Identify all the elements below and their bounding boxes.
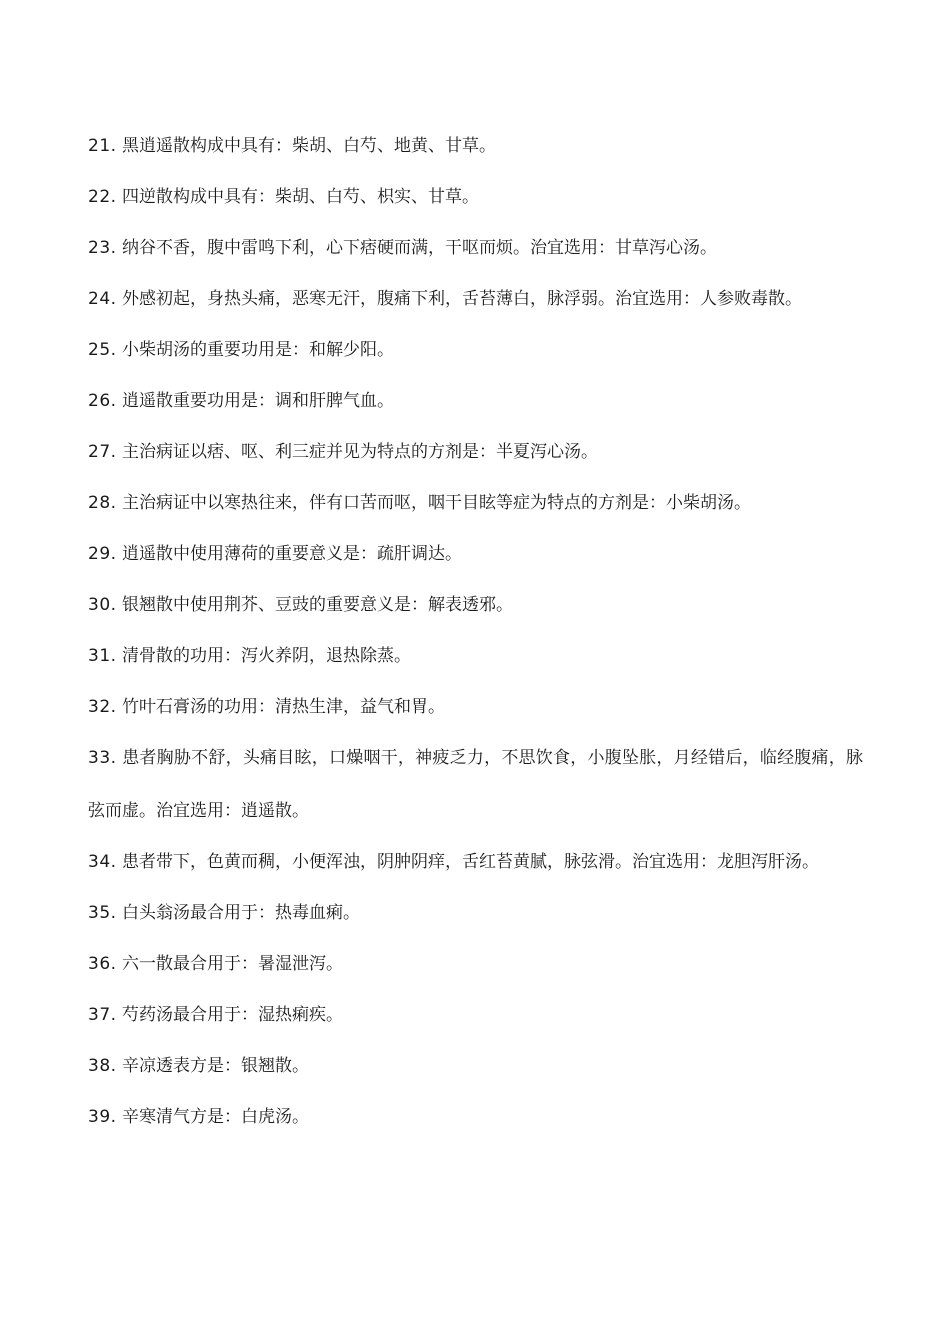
list-item: [88, 1040, 863, 1093]
item-number: 32.: [88, 697, 117, 717]
list-item: [88, 324, 863, 377]
list-item: [88, 887, 863, 940]
item-number: 22.: [88, 187, 117, 207]
item-number: 23.: [88, 238, 117, 258]
item-text: 辛凉透表方是：银翘散。: [121, 1056, 309, 1076]
list-item: [88, 222, 863, 275]
item-text: 逍遥散中使用薄荷的重要意义是：疏肝调达。: [121, 544, 462, 564]
item-text: 竹叶石膏汤的功用：清热生津，益气和胃。: [121, 697, 445, 717]
item-number: 35.: [88, 903, 117, 923]
item-number: 27.: [88, 442, 117, 462]
list-item: [88, 120, 863, 173]
item-number: 38.: [88, 1056, 117, 1076]
list-item: [88, 836, 863, 889]
item-text: 主治病证中以寒热往来，伴有口苦而呕，咽干目眩等症为特点的方剂是：小柴胡汤。: [121, 493, 751, 513]
question-list: [88, 120, 863, 1142]
list-item: [88, 630, 863, 683]
item-text: 患者带下，色黄而稠，小便浑浊，阴肿阴痒，舌红苔黄腻，脉弦滑。治宜选用：龙胆泻肝汤。: [121, 852, 819, 872]
list-item: [88, 273, 863, 326]
item-text: 白头翁汤最合用于：热毒血痢。: [121, 903, 360, 923]
list-item: [88, 938, 863, 991]
item-text: 清骨散的功用：泻火养阴，退热除蒸。: [121, 646, 411, 666]
item-number: 30.: [88, 595, 117, 615]
item-text: 小柴胡汤的重要功用是：和解少阳。: [121, 340, 394, 360]
item-number: 37.: [88, 1005, 117, 1025]
list-item: [88, 681, 863, 734]
item-number: 25.: [88, 340, 117, 360]
item-number: 39.: [88, 1107, 117, 1127]
item-text: 主治病证以痞、呕、利三症并见为特点的方剂是：半夏泻心汤。: [121, 442, 598, 462]
item-text: 外感初起，身热头痛，恶寒无汗，腹痛下利，舌苔薄白，脉浮弱。治宜选用：人参败毒散。: [121, 289, 802, 309]
list-item: [88, 375, 863, 428]
item-text: 患者胸胁不舒，头痛目眩，口燥咽干，神疲乏力，不思饮食，小腹坠胀，月经错后，临经腹痛，脉弦而虚。治宜选用：逍遥散。: [88, 748, 863, 821]
item-text: 四逆散构成中具有：柴胡、白芍、枳实、甘草。: [121, 187, 479, 207]
list-item: [88, 732, 863, 838]
list-item: [88, 477, 863, 530]
item-number: 33.: [88, 748, 117, 768]
list-item: [88, 989, 863, 1042]
item-number: 31.: [88, 646, 117, 666]
item-text: 逍遥散重要功用是：调和肝脾气血。: [121, 391, 394, 411]
list-item: [88, 579, 863, 632]
item-number: 34.: [88, 852, 117, 872]
item-text: 辛寒清气方是：白虎汤。: [121, 1107, 309, 1127]
item-number: 36.: [88, 954, 117, 974]
item-number: 24.: [88, 289, 117, 309]
item-number: 28.: [88, 493, 117, 513]
item-number: 21.: [88, 136, 117, 156]
item-number: 29.: [88, 544, 117, 564]
item-text: 六一散最合用于：暑湿泄泻。: [121, 954, 343, 974]
list-item: [88, 171, 863, 224]
item-text: 纳谷不香，腹中雷鸣下利，心下痞硬而满，干呕而烦。治宜选用：甘草泻心汤。: [121, 238, 717, 258]
item-number: 26.: [88, 391, 117, 411]
item-text: 芍药汤最合用于：湿热痢疾。: [121, 1005, 343, 1025]
item-text: 银翘散中使用荆芥、豆豉的重要意义是：解表透邪。: [121, 595, 513, 615]
list-item: [88, 426, 863, 479]
list-item: [88, 1091, 863, 1144]
list-item: [88, 528, 863, 581]
item-text: 黑逍遥散构成中具有：柴胡、白芍、地黄、甘草。: [121, 136, 496, 156]
